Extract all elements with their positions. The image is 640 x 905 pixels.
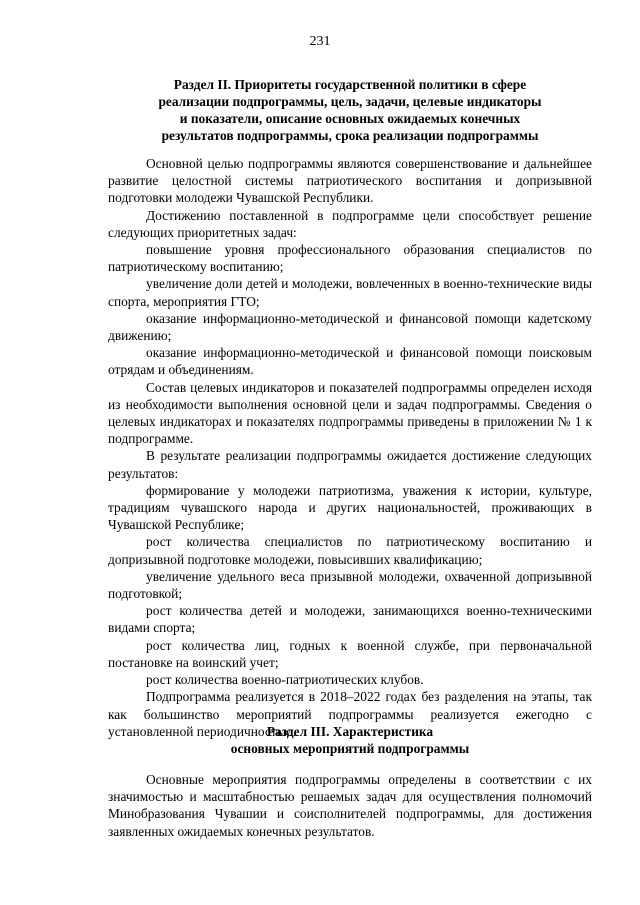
paragraph: Подпрограмма реализуется в 2018–2022 годах без разделения на этапы, так как большинство мероприятий подпрограммы реализуется ежегодно с установленной периодичностью. — [108, 689, 592, 739]
paragraph: Основной целью подпрограммы являются совершенствование и дальнейшее развитие целостной системы патриотического воспитания и допризывной подготовки молодежи Чувашской Республики. — [108, 156, 592, 206]
section-3-body — [108, 771, 592, 840]
paragraph: рост количества специалистов по патриотическому воспитанию и допризывной подготовке молодежи, повысивших квалификацию; — [108, 534, 592, 567]
section-2-heading-line: Раздел II. Приоритеты государственной политики в сфере — [173, 77, 527, 92]
paragraph: Состав целевых индикаторов и показателей подпрограммы определен исходя из необходимости выполнения основной цели и задач подпрограммы. Сведения о целевых индикаторах и показателях подпрограммы приведены в приложении № 1 к подпрограмме. — [108, 379, 592, 447]
section-2-heading-line: результатов подпрограммы, срока реализации подпрограммы — [161, 128, 539, 143]
paragraph: формирование у молодежи патриотизма, уважения к истории, культуре, традициям чувашского народа и других национальностей, проживающих в Чувашской Республике; — [108, 482, 592, 533]
section-2-heading-line: и показатели, описание основных ожидаемых конечных — [179, 111, 521, 126]
paragraph: оказание информационно-методической и финансовой помощи поисковым отрядам и объединениям. — [108, 345, 592, 378]
section-2-body — [108, 155, 592, 740]
paragraph: В результате реализации подпрограммы ожидается достижение следующих результатов: — [108, 448, 592, 481]
paragraph: Достижению поставленной в подпрограмме цели способствует решение следующих приоритетных задач: — [108, 207, 592, 240]
section-3-heading-line: Раздел III. Характеристика — [266, 724, 434, 739]
section-3-heading-line: основных мероприятий подпрограммы — [230, 741, 470, 756]
section-3-heading — [108, 723, 592, 757]
page-number: 231 — [309, 34, 331, 49]
section-2-heading — [108, 76, 592, 144]
paragraph: рост количества военно-патриотических клубов. — [146, 672, 424, 688]
paragraph: повышение уровня профессионального образования специалистов по патриотическому воспитанию; — [108, 242, 592, 275]
paragraph: увеличение доли детей и молодежи, вовлеченных в военно-технические виды спорта, мероприятия ГТО; — [108, 276, 592, 309]
paragraph: увеличение удельного веса призывной молодежи, охваченной допризывной подготовкой; — [108, 568, 592, 602]
paragraph: Основные мероприятия подпрограммы определены в соответствии с их значимостью и масштабностью решаемых задач для осуществления полномочий Минобразования Чувашии и соисполнителей подпрограммы, для достижения заявленных ожидаемых конечных результатов. — [108, 772, 592, 839]
section-2-heading-line: реализации подпрограммы, цель, задачи, целевые индикаторы — [158, 94, 542, 109]
paragraph: рост количества лиц, годных к военной службе, при первоначальной постановке на воинский учет; — [108, 637, 592, 670]
paragraph: оказание информационно-методической и финансовой помощи кадетскому движению; — [108, 310, 592, 344]
paragraph: рост количества детей и молодежи, занимающихся военно-техническими видами спорта; — [108, 603, 592, 636]
